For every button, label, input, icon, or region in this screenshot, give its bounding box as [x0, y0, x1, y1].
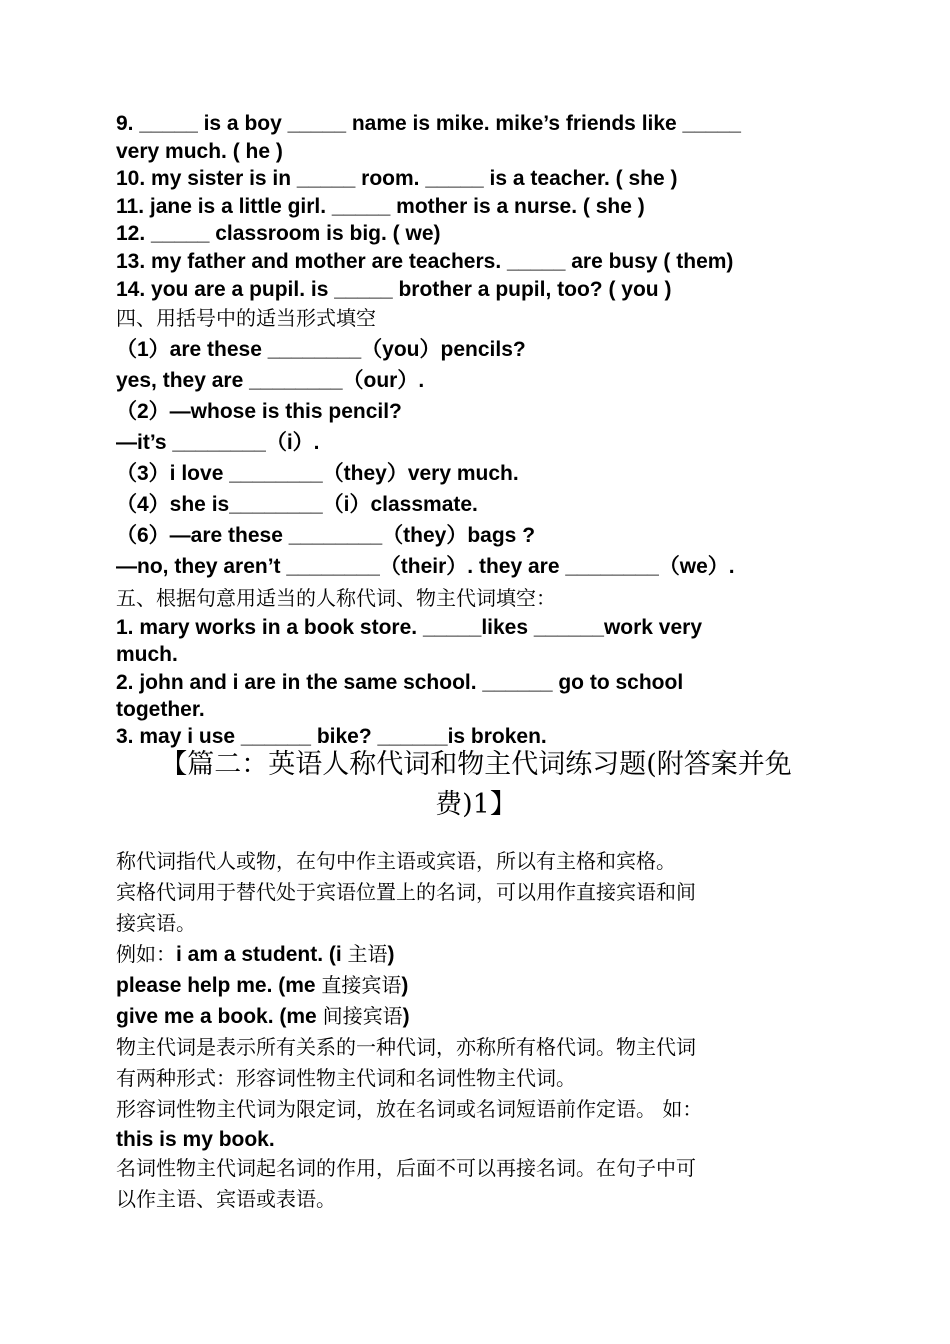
section-5-title: 五、根据句意用适当的人称代词、物主代词填空： — [116, 586, 556, 610]
example-1-note: 主语 — [347, 942, 388, 966]
exercise-line-12: 12. _____ classroom is big. ( we) — [116, 222, 441, 245]
intro-paragraph-5-line1: 名词性物主代词起名词的作用，后面不可以再接名词。在句子中可 — [116, 1156, 696, 1180]
section-4-q4: （4）she is________（i）classmate. — [116, 493, 478, 516]
exercise-line-9-cont: very much. ( he ) — [116, 140, 283, 163]
exercise-line-14: 14. you are a pupil. is _____ brother a pupil, too? ( you ) — [116, 278, 672, 301]
intro-paragraph-1: 称代词指代人或物，在句中作主语或宾语，所以有主格和宾格。 — [116, 849, 676, 873]
intro-paragraph-4: 形容词性物主代词为限定词，放在名词或名词短语前作定语。 如： — [116, 1097, 703, 1121]
section-4-q6-line1: （6）—are these ________（they）bags ? — [116, 524, 536, 547]
section-4-q2-line1: （2）—whose is this pencil? — [116, 400, 402, 423]
example-line-2 — [116, 971, 846, 1002]
section-4-q3: （3）i love ________（they）very much. — [116, 462, 519, 485]
exercise-line-11: 11. jane is a little girl. _____ mother is a nurse. ( she ) — [116, 195, 645, 218]
section-5-q1-line1: 1. mary works in a book store. _____likes ______work very — [116, 616, 703, 639]
part-two-heading-line2: 费)1】 — [435, 789, 517, 820]
section-4-q6-line2: —no, they aren’t ________（their）. they are ________（we）. — [116, 555, 735, 578]
example-3-note: 间接宾语 — [322, 1004, 403, 1028]
example-2-close: ) — [401, 974, 409, 997]
example-line-3 — [116, 1002, 846, 1033]
section-4-q1-line1: （1）are these ________（you）pencils? — [116, 338, 526, 361]
exercise-line-9: 9. _____ is a boy _____ name is mike. mike’s friends like _____ — [116, 112, 741, 135]
example-1-close: ) — [387, 943, 395, 966]
section-4-q1-line2: yes, they are ________（our）. — [116, 369, 425, 392]
section-4-q2-line2: —it’s ________（i）. — [116, 431, 320, 454]
intro-paragraph-2-line2: 接宾语。 — [116, 911, 196, 935]
example-1-english: i am a student. (i — [176, 943, 348, 966]
section-5-q1-line2: much. — [116, 643, 178, 666]
part-two-heading-line1: 【篇二：英语人称代词和物主代词练习题(附答案并免 — [160, 749, 792, 780]
section-5-q3: 3. may i use ______ bike? ______is broken. — [116, 725, 547, 748]
intro-paragraph-2-line1: 宾格代词用于替代处于宾语位置上的名词，可以用作直接宾语和间 — [116, 880, 696, 904]
example-3-english: give me a book. (me — [116, 1005, 323, 1028]
section-5-q2-line2: together. — [116, 698, 205, 721]
example-label: 例如： — [116, 942, 176, 966]
example-2-note: 直接宾语 — [321, 973, 402, 997]
example-2-english: please help me. (me — [116, 974, 322, 997]
example-line-1 — [116, 940, 846, 971]
example-3-close: ) — [402, 1005, 410, 1028]
intro-paragraph-5-line2: 以作主语、宾语或表语。 — [116, 1187, 336, 1211]
exercise-line-13: 13. my father and mother are teachers. _____ are busy ( them) — [116, 250, 734, 273]
intro-paragraph-4-example: this is my book. — [116, 1128, 275, 1151]
intro-paragraph-3-line2: 有两种形式：形容词性物主代词和名词性物主代词。 — [116, 1066, 576, 1090]
intro-paragraph-3-line1: 物主代词是表示所有关系的一种代词，亦称所有格代词。物主代词 — [116, 1035, 696, 1059]
section-5-q2-line1: 2. john and i are in the same school. ______ go to school — [116, 671, 684, 694]
section-4-title: 四、用括号中的适当形式填空 — [116, 306, 376, 330]
exercise-line-10: 10. my sister is in _____ room. _____ is a teacher. ( she ) — [116, 167, 678, 190]
